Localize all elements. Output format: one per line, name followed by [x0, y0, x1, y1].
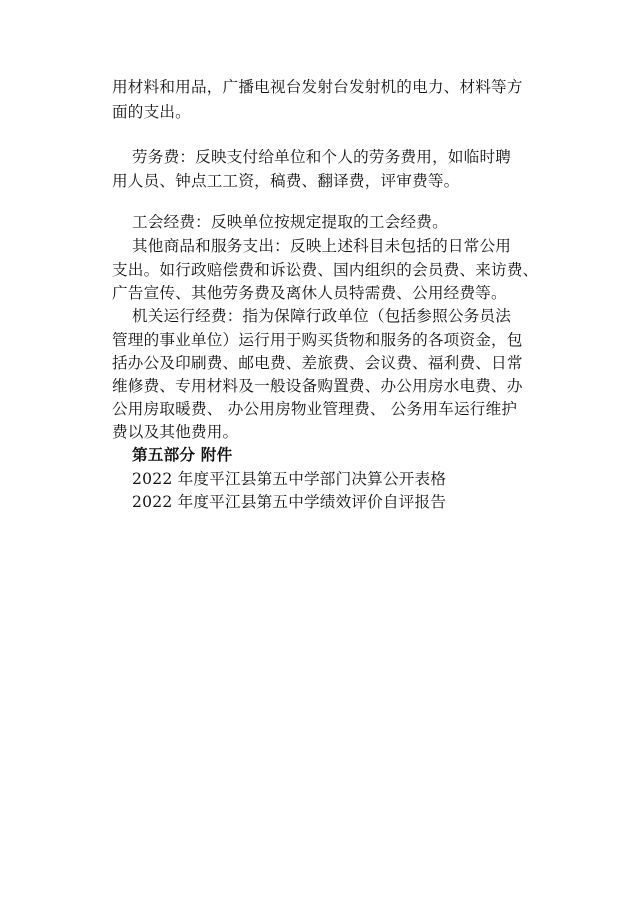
section-title: 第五部分 附件 — [132, 445, 233, 464]
paragraph-5-line-3: 括办公及印刷费、邮电费、差旅费、会议费、福利费、日常 — [112, 354, 523, 372]
paragraph-4-line-2: 支出。如行政赔偿费和诉讼费、国内组织的会员费、来访费、 — [112, 261, 539, 279]
paragraph-5-line-5: 公用房取暖费、 办公用房物业管理费、 公务用车运行维护 — [112, 400, 518, 418]
paragraph-5-line-2: 管理的事业单位）运行用于购买货物和服务的各项资金，包 — [112, 331, 523, 349]
paragraph-5-line-1: 机关运行经费：指为保障行政单位（包括参照公务员法 — [132, 307, 512, 325]
paragraph-3-line-1: 工会经费：反映单位按规定提取的工会经费。 — [132, 213, 448, 231]
attachment-item: 2022 年度平江县第五中学绩效评价自评报告 — [132, 493, 447, 511]
paragraph-4-line-3: 广告宣传、其他劳务费及离休人员特需费、公用经费等。 — [112, 284, 507, 302]
paragraph-1-line-2: 面的支出。 — [112, 103, 191, 121]
paragraph-2-line-1: 劳务费：反映支付给单位和个人的劳务费用，如临时聘 — [132, 148, 512, 166]
paragraph-4-line-1: 其他商品和服务支出：反映上述科目未包括的日常公用 — [132, 237, 512, 255]
attachment-item: 2022 年度平江县第五中学部门决算公开表格 — [132, 470, 447, 488]
paragraph-1-line-1: 用材料和用品，广播电视台发射台发射机的电力、材料等方 — [112, 78, 523, 96]
paragraph-5-line-6: 费以及其他费用。 — [112, 423, 239, 441]
paragraph-2-line-2: 用人员、钟点工工资，稿费、翻译费，评审费等。 — [112, 172, 460, 190]
paragraph-5-line-4: 维修费、专用材料及一般设备购置费、办公用房水电费、办 — [112, 377, 523, 395]
